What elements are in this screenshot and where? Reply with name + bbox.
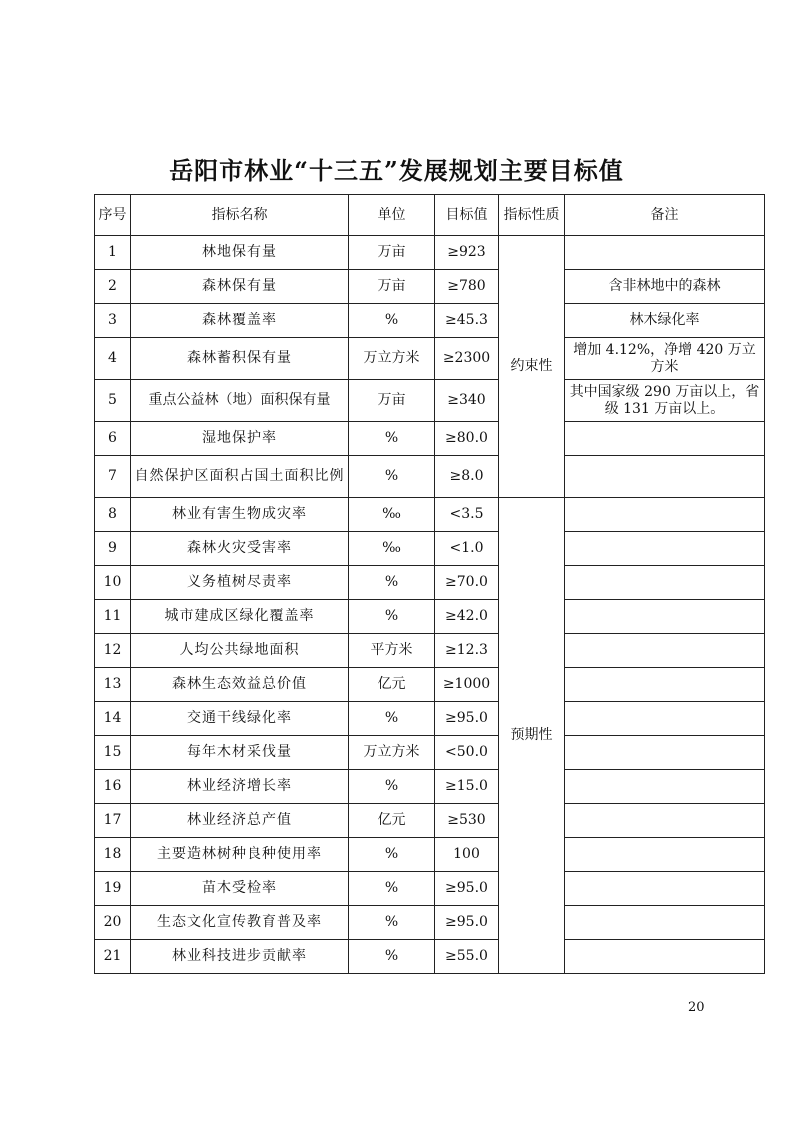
table-row bbox=[95, 736, 765, 770]
row-unit: % bbox=[349, 600, 435, 634]
row-unit: % bbox=[349, 566, 435, 600]
row-target: ≥42.0 bbox=[435, 600, 499, 634]
row-index: 19 bbox=[95, 872, 131, 906]
row-target: ≥923 bbox=[435, 236, 499, 270]
row-unit: % bbox=[349, 422, 435, 456]
row-index: 4 bbox=[95, 338, 131, 380]
header-nature: 指标性质 bbox=[499, 195, 565, 236]
header-target: 目标值 bbox=[435, 195, 499, 236]
row-target: ≥780 bbox=[435, 270, 499, 304]
row-target: ≥70.0 bbox=[435, 566, 499, 600]
page-number: 20 bbox=[688, 1000, 705, 1015]
row-target: ≥8.0 bbox=[435, 456, 499, 498]
row-note: 含非林地中的森林 bbox=[565, 270, 765, 304]
row-index: 8 bbox=[95, 498, 131, 532]
row-target: 100 bbox=[435, 838, 499, 872]
table-row bbox=[95, 456, 765, 498]
table-row bbox=[95, 804, 765, 838]
row-target: ≥530 bbox=[435, 804, 499, 838]
header-unit: 单位 bbox=[349, 195, 435, 236]
header-note: 备注 bbox=[565, 195, 765, 236]
table-row bbox=[95, 940, 765, 974]
row-index: 21 bbox=[95, 940, 131, 974]
row-unit: 万立方米 bbox=[349, 338, 435, 380]
row-unit: % bbox=[349, 838, 435, 872]
row-unit: 万亩 bbox=[349, 236, 435, 270]
row-index: 17 bbox=[95, 804, 131, 838]
row-note bbox=[565, 804, 765, 838]
table-row bbox=[95, 906, 765, 940]
row-note: 其中国家级 290 万亩以上，省级 131 万亩以上。 bbox=[565, 380, 765, 422]
row-name: 森林生态效益总价值 bbox=[131, 668, 349, 702]
row-unit: 万立方米 bbox=[349, 736, 435, 770]
table-row bbox=[95, 838, 765, 872]
page-title: 岳阳市林业“十三五”发展规划主要目标值 bbox=[169, 156, 624, 185]
table-row bbox=[95, 304, 765, 338]
row-name: 林地保有量 bbox=[131, 236, 349, 270]
table-row bbox=[95, 770, 765, 804]
table-header-row bbox=[95, 195, 765, 236]
row-name: 林业有害生物成灾率 bbox=[131, 498, 349, 532]
row-target: <1.0 bbox=[435, 532, 499, 566]
row-note bbox=[565, 736, 765, 770]
table-row bbox=[95, 600, 765, 634]
row-unit: % bbox=[349, 940, 435, 974]
row-note bbox=[565, 634, 765, 668]
row-target: ≥95.0 bbox=[435, 906, 499, 940]
row-name: 生态文化宣传教育普及率 bbox=[131, 906, 349, 940]
row-index: 15 bbox=[95, 736, 131, 770]
row-target: <50.0 bbox=[435, 736, 499, 770]
nature-expected: 预期性 bbox=[499, 498, 565, 974]
row-note bbox=[565, 838, 765, 872]
row-unit: 平方米 bbox=[349, 634, 435, 668]
row-target: ≥80.0 bbox=[435, 422, 499, 456]
row-index: 12 bbox=[95, 634, 131, 668]
row-index: 3 bbox=[95, 304, 131, 338]
row-index: 14 bbox=[95, 702, 131, 736]
row-index: 1 bbox=[95, 236, 131, 270]
row-note bbox=[565, 872, 765, 906]
row-index: 13 bbox=[95, 668, 131, 702]
row-name: 重点公益林（地）面积保有量 bbox=[131, 380, 349, 422]
row-target: ≥1000 bbox=[435, 668, 499, 702]
table-row bbox=[95, 498, 765, 532]
row-name: 义务植树尽责率 bbox=[131, 566, 349, 600]
row-index: 6 bbox=[95, 422, 131, 456]
row-note bbox=[565, 456, 765, 498]
row-unit: % bbox=[349, 770, 435, 804]
row-note: 增加 4.12%，净增 420 万立方米 bbox=[565, 338, 765, 380]
row-note bbox=[565, 566, 765, 600]
row-name: 林业经济增长率 bbox=[131, 770, 349, 804]
row-note bbox=[565, 498, 765, 532]
row-unit: 亿元 bbox=[349, 668, 435, 702]
row-note bbox=[565, 236, 765, 270]
row-index: 2 bbox=[95, 270, 131, 304]
row-note bbox=[565, 600, 765, 634]
header-name: 指标名称 bbox=[131, 195, 349, 236]
row-name: 交通干线绿化率 bbox=[131, 702, 349, 736]
row-note bbox=[565, 770, 765, 804]
row-index: 20 bbox=[95, 906, 131, 940]
nature-binding: 约束性 bbox=[499, 236, 565, 498]
row-index: 9 bbox=[95, 532, 131, 566]
row-name: 湿地保护率 bbox=[131, 422, 349, 456]
row-index: 5 bbox=[95, 380, 131, 422]
row-target: ≥2300 bbox=[435, 338, 499, 380]
row-note: 林木绿化率 bbox=[565, 304, 765, 338]
row-unit: 万亩 bbox=[349, 380, 435, 422]
row-index: 18 bbox=[95, 838, 131, 872]
table-row bbox=[95, 532, 765, 566]
row-unit: ‰ bbox=[349, 498, 435, 532]
row-name: 森林火灾受害率 bbox=[131, 532, 349, 566]
row-name: 森林覆盖率 bbox=[131, 304, 349, 338]
table-row bbox=[95, 270, 765, 304]
row-note bbox=[565, 668, 765, 702]
table-row bbox=[95, 634, 765, 668]
row-unit: 亿元 bbox=[349, 804, 435, 838]
table-row bbox=[95, 422, 765, 456]
row-name: 城市建成区绿化覆盖率 bbox=[131, 600, 349, 634]
row-target: ≥12.3 bbox=[435, 634, 499, 668]
row-unit: 万亩 bbox=[349, 270, 435, 304]
row-unit: % bbox=[349, 702, 435, 736]
header-index: 序号 bbox=[95, 195, 131, 236]
row-name: 森林保有量 bbox=[131, 270, 349, 304]
row-target: ≥55.0 bbox=[435, 940, 499, 974]
row-index: 16 bbox=[95, 770, 131, 804]
row-name: 林业经济总产值 bbox=[131, 804, 349, 838]
row-unit: % bbox=[349, 872, 435, 906]
table-row bbox=[95, 872, 765, 906]
row-index: 11 bbox=[95, 600, 131, 634]
table-row bbox=[95, 668, 765, 702]
table-row bbox=[95, 566, 765, 600]
row-target: ≥45.3 bbox=[435, 304, 499, 338]
row-name: 每年木材采伐量 bbox=[131, 736, 349, 770]
row-name: 人均公共绿地面积 bbox=[131, 634, 349, 668]
row-target: ≥15.0 bbox=[435, 770, 499, 804]
row-index: 10 bbox=[95, 566, 131, 600]
row-name: 林业科技进步贡献率 bbox=[131, 940, 349, 974]
table-row bbox=[95, 338, 765, 380]
row-note bbox=[565, 702, 765, 736]
row-name: 自然保护区面积占国土面积比例 bbox=[131, 456, 349, 498]
row-note bbox=[565, 422, 765, 456]
row-name: 苗木受检率 bbox=[131, 872, 349, 906]
row-target: ≥340 bbox=[435, 380, 499, 422]
row-target: ≥95.0 bbox=[435, 872, 499, 906]
table-row bbox=[95, 702, 765, 736]
row-unit: % bbox=[349, 456, 435, 498]
row-note bbox=[565, 940, 765, 974]
targets-table bbox=[94, 194, 765, 974]
row-note bbox=[565, 532, 765, 566]
table-row bbox=[95, 236, 765, 270]
row-target: ≥95.0 bbox=[435, 702, 499, 736]
row-unit: ‰ bbox=[349, 532, 435, 566]
table-row bbox=[95, 380, 765, 422]
row-index: 7 bbox=[95, 456, 131, 498]
row-unit: % bbox=[349, 304, 435, 338]
row-note bbox=[565, 906, 765, 940]
row-name: 主要造林树种良种使用率 bbox=[131, 838, 349, 872]
row-name: 森林蓄积保有量 bbox=[131, 338, 349, 380]
row-unit: % bbox=[349, 906, 435, 940]
row-target: <3.5 bbox=[435, 498, 499, 532]
